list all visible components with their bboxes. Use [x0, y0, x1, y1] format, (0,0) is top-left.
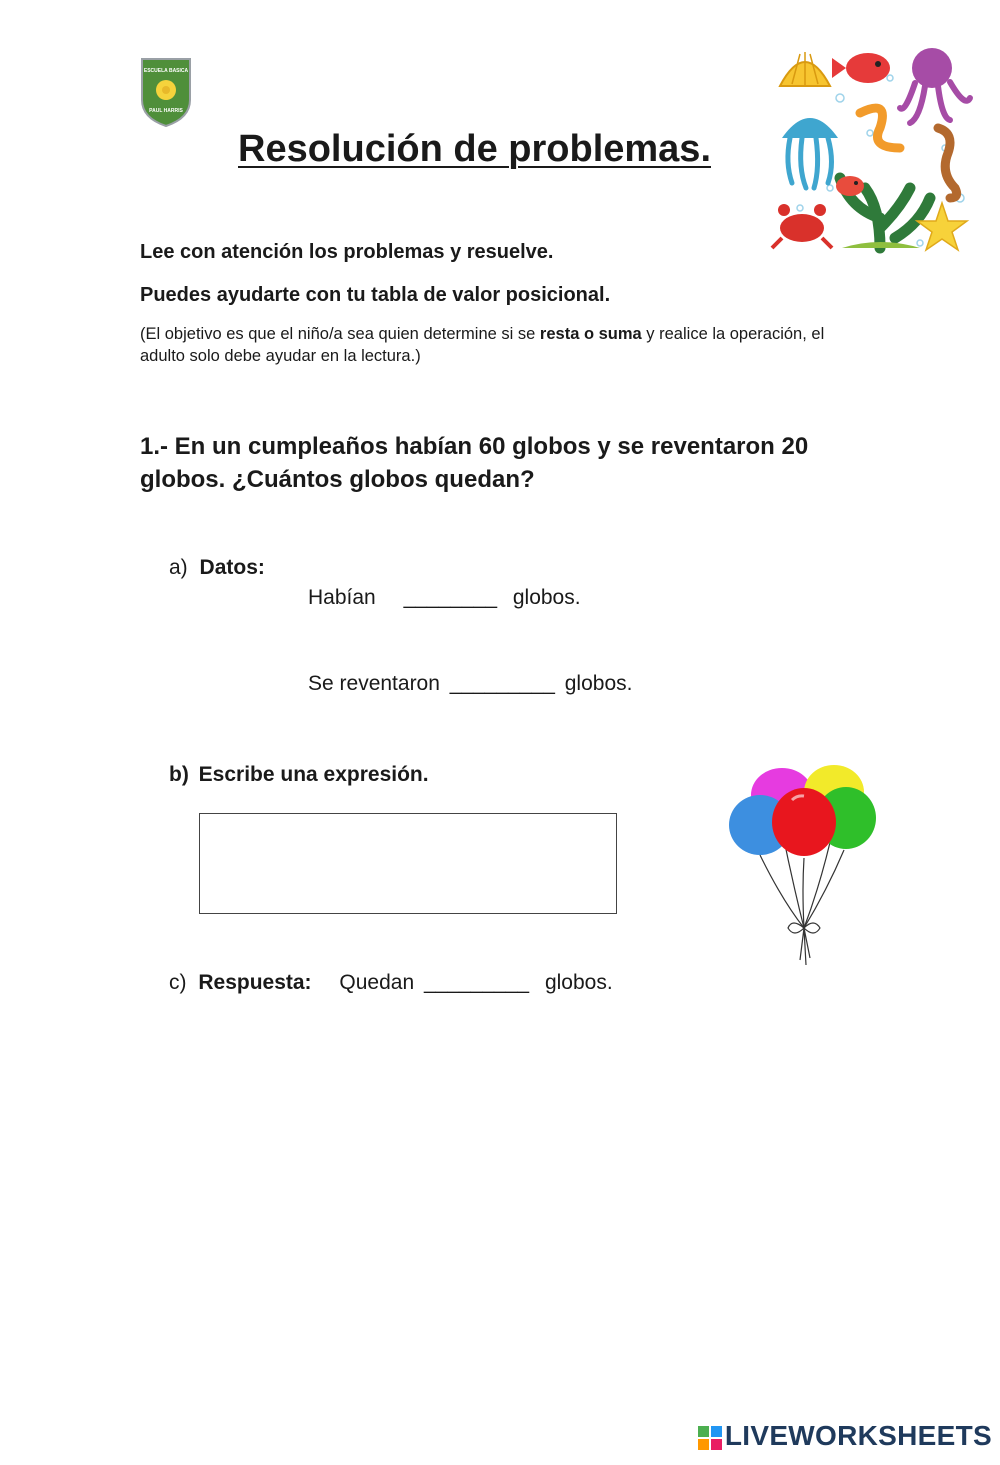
problem-statement: 1.- En un cumpleaños habían 60 globos y se reventaron 20 globos. ¿Cuántos globos quedan? [140, 433, 809, 493]
school-badge [138, 56, 194, 128]
data-line-had [308, 586, 581, 610]
answer-unit: globos. [544, 971, 613, 994]
part-c-marker: c) [169, 971, 187, 994]
school-shield-icon [138, 56, 194, 128]
brand-text: LIVEWORKSHEETS [724, 1420, 992, 1451]
note-text-start: (El objetivo es que el niño/a sea quien determine si se [140, 325, 540, 343]
popped-label: Se reventaron [308, 672, 440, 695]
had-label: Habían [308, 586, 376, 609]
answer-prefix: Quedan [339, 971, 415, 994]
part-a-marker: a) [169, 556, 188, 579]
part-a-label: Datos: [199, 556, 265, 579]
data-line-popped [308, 672, 632, 696]
note-text-end: y realice la operación, el adulto solo debe ayudar en la lectura.) [140, 325, 825, 365]
expression-input-box[interactable] [199, 813, 617, 914]
answer-blank-input[interactable]: _________ [423, 971, 530, 994]
part-a-heading [169, 556, 265, 580]
instruction-place-value: Puedes ayudarte con tu tabla de valor posicional. [140, 284, 611, 306]
note-bold: resta o suma [539, 325, 642, 343]
page-title: Resolución de problemas. [238, 128, 711, 170]
instruction-read: Lee con atención los problemas y resuelve. [140, 241, 554, 263]
sea-creatures-illustration [770, 38, 975, 260]
had-unit: globos. [512, 586, 581, 609]
popped-blank-input[interactable]: _________ [449, 672, 555, 695]
svg-text:PAUL HARRIS: PAUL HARRIS [149, 108, 183, 114]
svg-text:ESCUELA BASICA: ESCUELA BASICA [143, 68, 189, 74]
liveworksheets-logo-icon [698, 1425, 722, 1457]
popped-unit: globos. [564, 672, 633, 695]
parent-note [140, 323, 840, 367]
balloons-icon [722, 760, 882, 970]
had-blank-input[interactable]: ________ [403, 586, 497, 609]
part-c-line [169, 971, 613, 995]
part-b-marker: b) [169, 763, 189, 786]
liveworksheets-brand [698, 1420, 992, 1457]
part-b-heading [169, 763, 429, 787]
balloons-illustration [722, 760, 882, 970]
part-b-label: Escribe una expresión. [198, 763, 429, 786]
part-c-label: Respuesta: [198, 971, 312, 994]
